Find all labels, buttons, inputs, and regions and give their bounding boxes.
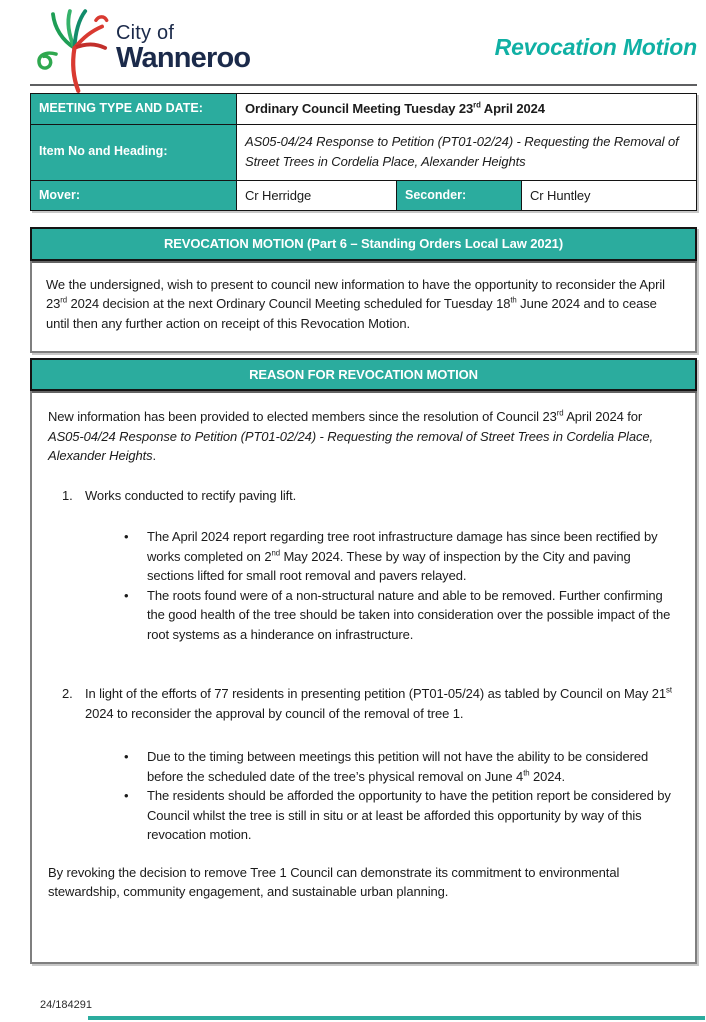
item-2-bullet-list [122,747,679,845]
reason-body [30,391,697,964]
item-1-number: 1. [62,487,73,503]
closing-paragraph: By revoking the decision to remove Tree 1 Council can demonstrate its commitment to environmental stewardship, community engagement, and sustainable urban planning. [48,864,620,899]
meeting-type-value: Ordinary Council Meeting Tuesday 23rd April 2024 [237,94,697,125]
item-2-text: In light of the efforts of 77 residents in presenting petition (PT01-05/24) as tabled by Council on May 21st 2024 to reconsider the approval by council of the removal of tree 1. [85,685,672,721]
document-reference-number: 24/184291 [40,999,92,1011]
seconder-value: Cr Huntley [522,180,697,211]
logo-city-of: City of [116,22,175,44]
numbered-item-2 [62,684,679,723]
meeting-meta-table [30,93,697,211]
bullet-item: • The residents should be afforded the opportunity to have the petition report be considered by Council whilst the tree is still in situ or at least be afforded this opportunity by way of this revocation motion. [122,786,679,845]
meeting-type-row [31,94,697,125]
footer-divider [88,1016,705,1020]
logo-text [116,22,250,73]
numbered-item-1 [62,486,679,506]
item-1-bullet-list [122,527,679,644]
reason-intro-paragraph: New information has been provided to elected members since the resolution of Council 23rd April 2024 for AS05-04/24 Response to Petition (PT01-02/24) - Requesting the removal of Street Trees in Cordelia Place, Alexander Heights. [48,408,654,463]
kangaroo-paw-flower-icon [30,8,122,94]
item-2-number: 2. [62,686,73,701]
page-content [30,0,697,964]
seconder-label: Seconder: [397,180,522,211]
item-heading-label: Item No and Heading: [31,124,237,180]
bullet-item: • Due to the timing between meetings this petition will not have the ability to be considered before the scheduled date of the tree’s physical removal on June 4th 2024. [122,747,679,786]
meeting-type-label: MEETING TYPE AND DATE: [31,94,237,125]
item-heading-value: AS05-04/24 Response to Petition (PT01-02/24) - Requesting the Removal of Street Trees in Cordelia Place, Alexander Heights [237,124,697,180]
city-of-wanneroo-logo [30,8,250,94]
document-header [30,0,697,84]
logo-wanneroo: Wanneroo [116,42,251,74]
motion-paragraph: We the undersigned, wish to present to council new information to have the opportunity to reconsider the April 23rd 2024 decision at the next Ordinary Council Meeting scheduled for Tuesday 18th June 2024 and to cease until then any further action on receipt of this Revocation Motion. [46,276,665,331]
mover-label: Mover: [31,180,237,211]
item-1-text: Works conducted to rectify paving lift. [85,487,297,503]
mover-value: Cr Herridge [237,180,397,211]
revocation-motion-body [30,261,697,353]
item-heading-row [31,124,697,180]
document-title: Revocation Motion [494,34,697,60]
bullet-item: • The April 2024 report regarding tree root infrastructure damage has since been rectified by works completed on 2nd May 2024. These by way of inspection by the City and paving sections lifted for small root removal and pavers relayed. [122,527,679,586]
revocation-motion-banner: REVOCATION MOTION (Part 6 – Standing Orders Local Law 2021) [30,227,697,261]
mover-seconder-row [31,180,697,211]
bullet-item: • The roots found were of a non-structural nature and able to be removed. Further confirming the good health of the tree should be taken into consideration over the possible impact of the root systems as a hinderance on infrastructure. [122,586,679,645]
reason-banner: REASON FOR REVOCATION MOTION [30,358,697,392]
